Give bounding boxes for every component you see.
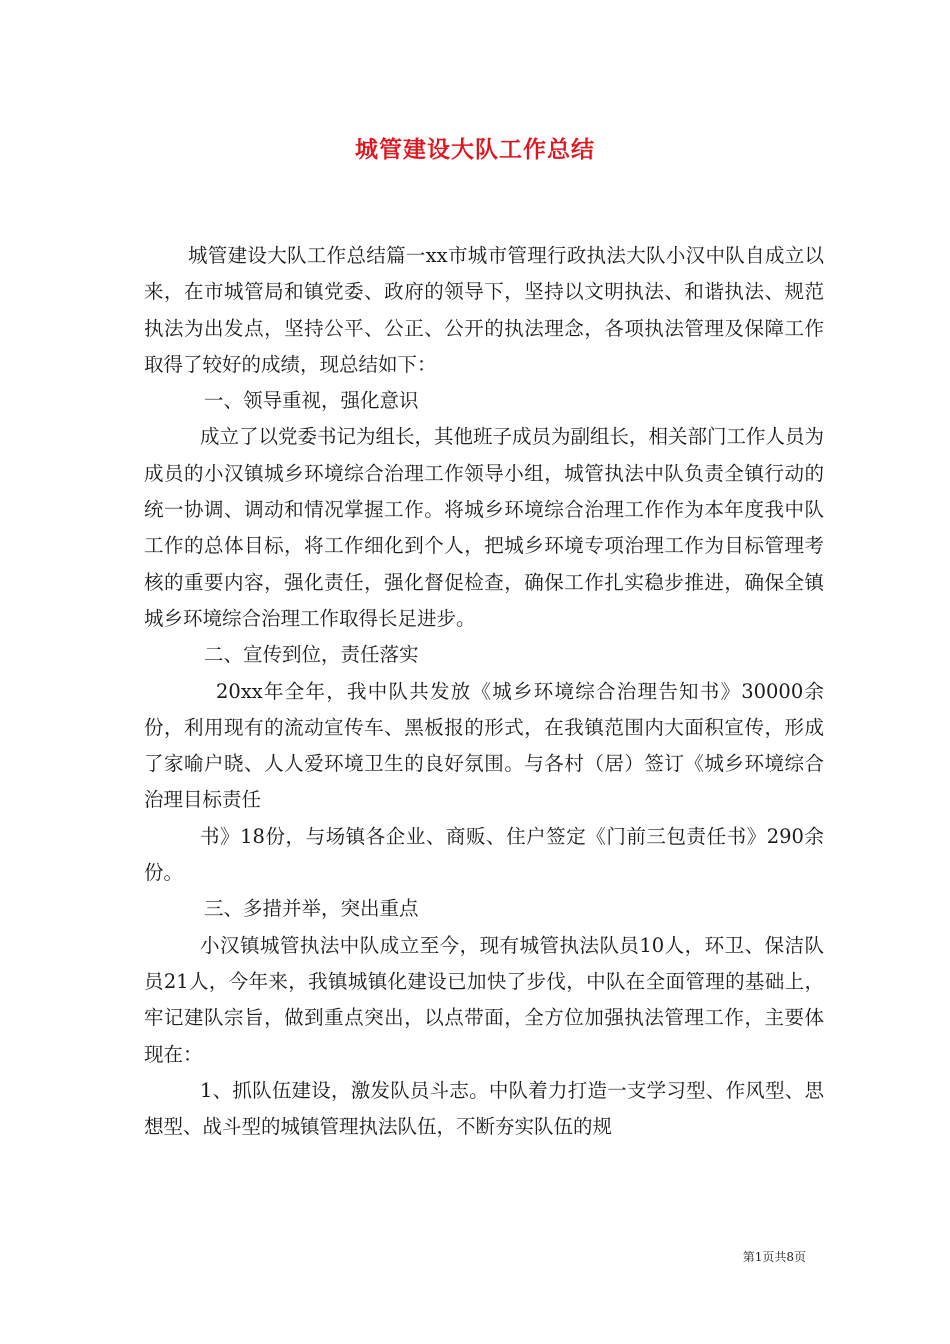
section-heading-3: 三、多措并举，突出重点	[204, 897, 419, 921]
paragraph-section-1: 成立了以党委书记为组长，其他班子成员为副组长，相关部门工作人员为成员的小汉镇城乡环境综合治理工作领导小组，城管执法中队负责全镇行动的统一协调、调动和情况掌握工作。将城乡环境综合治理工作作为本年度我中队工作的总体目标，将工作细化到个人，把城乡环境专项治理工作为目标管理考核的重要内容，强化责任，强化督促检查，确保工作扎实稳步推进，确保全镇城乡环境综合治理工作取得长足进步。	[144, 425, 825, 630]
paragraph-section-2b: 书》18份，与场镇各企业、商贩、住户签定《门前三包责任书》290余份。	[144, 824, 824, 885]
paragraph-section-3: 小汉镇城管执法中队成立至今，现有城管执法队员10人，环卫、保洁队员21人，今年来，我镇城镇化建设已加快了步伐，中队在全面管理的基础上，牢记建队宗旨，做到重点突出，以点带面，全方位加强执法管理工作，主要体现在：	[144, 933, 824, 1066]
paragraph-item-1: 1、抓队伍建设，激发队员斗志。中队着力打造一支学习型、作风型、思想型、战斗型的城镇管理执法队伍，不断夯实队伍的规	[144, 1078, 824, 1139]
paragraph-intro: 城管建设大队工作总结篇一xx市城市管理行政执法大队小汉中队自成立以来，在市城管局和镇党委、政府的领导下，坚持以文明执法、和谐执法、规范执法为出发点，坚持公平、公正、公开的执法理念，各项执法管理及保障工作取得了较好的成绩，现总结如下：	[144, 244, 824, 376]
paragraph-section-2a: 20xx年全年，我中队共发放《城乡环境综合治理告知书》30000余份，利用现有的流动宣传车、黑板报的形式，在我镇范围内大面积宣传，形成了家喻户晓、人人爱环境卫生的良好氛围。与各村（居）签订《城乡环境综合治理目标责任	[144, 679, 824, 812]
section-heading-2: 二、宣传到位，责任落实	[204, 643, 419, 667]
document-body	[144, 238, 824, 1145]
section-heading-1: 一、领导重视，强化意识	[204, 389, 419, 413]
page-number: 第1页共8页	[742, 1250, 806, 1264]
page-title: 城管建设大队工作总结	[355, 136, 595, 163]
